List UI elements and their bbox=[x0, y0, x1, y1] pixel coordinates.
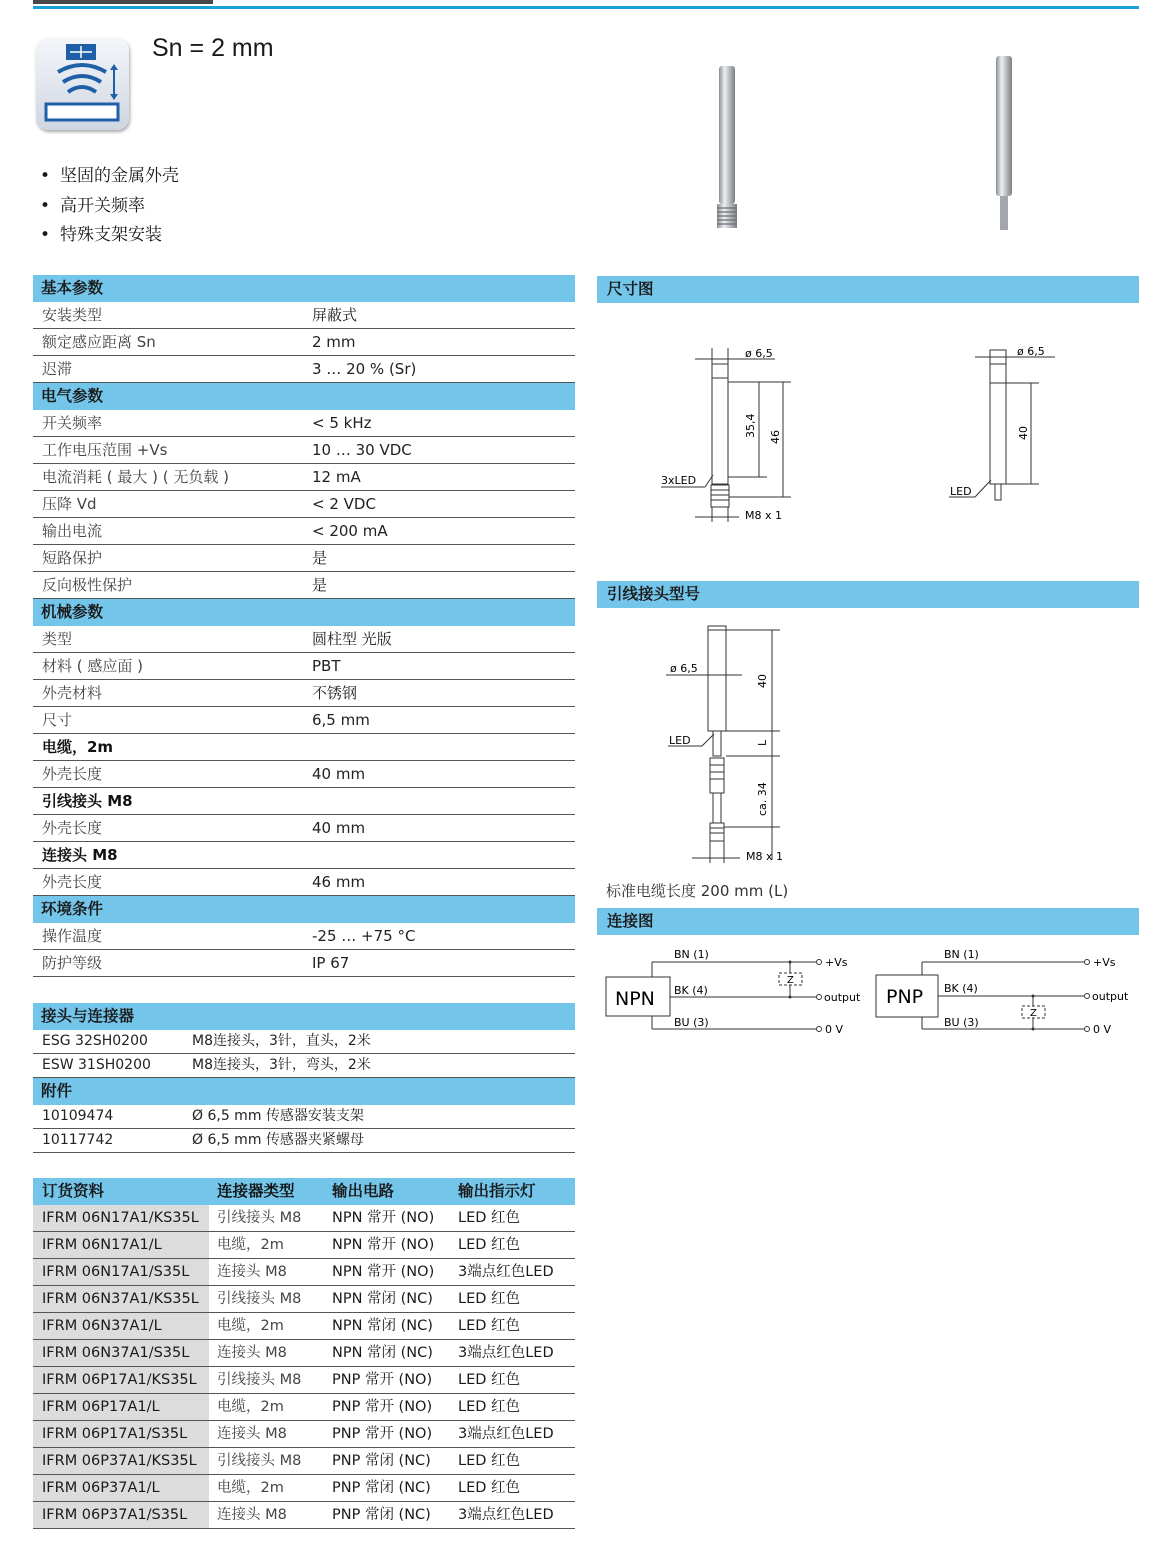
order-cell: LED 红色 bbox=[458, 1291, 521, 1307]
dim-diameter-label: ø 6,5 bbox=[745, 347, 773, 360]
order-cell: IFRM 06N17A1/L bbox=[33, 1232, 209, 1258]
order-row bbox=[33, 1313, 575, 1340]
order-table bbox=[33, 1178, 575, 1529]
wire-bu-label: BU (3) bbox=[944, 1016, 979, 1029]
order-header: 订货资料 连接器类型 输出电路 输出指示灯 bbox=[33, 1178, 575, 1205]
section-accessories: 附件 bbox=[33, 1078, 575, 1105]
feature-item: • 特殊支架安装 bbox=[40, 221, 179, 251]
order-row bbox=[33, 1232, 575, 1259]
section-wiring: 连接图 bbox=[597, 908, 1139, 935]
section-environment: 环境条件 bbox=[33, 896, 575, 923]
order-cell: 3端点红色LED bbox=[458, 1507, 554, 1523]
order-cell: NPN 常开 (NO) bbox=[332, 1264, 435, 1280]
table-row: 压降 Vd < 2 VDC bbox=[33, 491, 575, 518]
order-cell: NPN 常闭 (NC) bbox=[332, 1345, 433, 1361]
order-cell: IFRM 06N37A1/KS35L bbox=[33, 1286, 209, 1312]
order-cell: IFRM 06N37A1/L bbox=[33, 1313, 209, 1339]
dim-ca-label: ca. 34 bbox=[756, 782, 769, 816]
pigtail-drawing bbox=[662, 620, 802, 874]
order-cell: LED 红色 bbox=[458, 1372, 521, 1388]
order-row bbox=[33, 1421, 575, 1448]
order-cell: PNP 常闭 (NC) bbox=[332, 1453, 431, 1469]
order-row bbox=[33, 1205, 575, 1232]
section-mechanical: 机械参数 bbox=[33, 599, 575, 626]
wire-bu-label: BU (3) bbox=[674, 1016, 709, 1029]
table-row: 尺寸 6,5 mm bbox=[33, 707, 575, 734]
order-row bbox=[33, 1394, 575, 1421]
table-row: 防护等级 IP 67 bbox=[33, 950, 575, 977]
table-row: 迟滞 3 … 20 % (Sr) bbox=[33, 356, 575, 383]
table-row: 外壳材料 不锈钢 bbox=[33, 680, 575, 707]
wire-bk-label: BK (4) bbox=[944, 982, 978, 995]
order-cell: IFRM 06P37A1/KS35L bbox=[33, 1448, 209, 1474]
order-cell: 引线接头 M8 bbox=[217, 1372, 302, 1388]
table-row: 工作电压范围 +Vs 10 … 30 VDC bbox=[33, 437, 575, 464]
order-cell: PNP 常闭 (NC) bbox=[332, 1480, 431, 1496]
order-cell: 连接头 M8 bbox=[217, 1426, 287, 1442]
order-cell: NPN 常开 (NO) bbox=[332, 1210, 435, 1226]
table-row: ESG 32SH0200 M8连接头，3针，直头，2米 bbox=[33, 1030, 575, 1054]
order-cell: IFRM 06P17A1/L bbox=[33, 1394, 209, 1420]
table-row: 外壳长度 46 mm bbox=[33, 869, 575, 896]
subsection-pigtail: 引线接头 M8 bbox=[33, 788, 575, 815]
order-cell: IFRM 06N37A1/S35L bbox=[33, 1340, 209, 1366]
feature-item: • 高开关频率 bbox=[40, 192, 179, 222]
npn-wiring-diagram bbox=[604, 945, 874, 1044]
table-row: 材料 ( 感应面 ) PBT bbox=[33, 653, 575, 680]
order-cell: NPN 常开 (NO) bbox=[332, 1237, 435, 1253]
order-cell: PNP 常开 (NO) bbox=[332, 1426, 433, 1442]
feature-list bbox=[40, 162, 179, 251]
order-cell: 电缆，2m bbox=[217, 1237, 284, 1253]
order-cell: PNP 常开 (NO) bbox=[332, 1399, 433, 1415]
table-row: 10109474 Ø 6,5 mm 传感器安装支架 bbox=[33, 1105, 575, 1129]
section-basic: 基本参数 bbox=[33, 275, 575, 302]
subsection-connector: 连接头 M8 bbox=[33, 842, 575, 869]
table-row: ESW 31SH0200 M8连接头，3针，弯头，2米 bbox=[33, 1054, 575, 1078]
dim-length-a-label: 35,4 bbox=[744, 413, 757, 438]
dimension-drawing-cable bbox=[945, 340, 1065, 514]
pnp-label: PNP bbox=[886, 986, 924, 1008]
inductive-sensor-icon bbox=[36, 38, 129, 130]
order-row bbox=[33, 1259, 575, 1286]
dim-length-b-label: 46 bbox=[769, 430, 782, 444]
dim-length-label: 40 bbox=[756, 674, 769, 688]
order-cell: LED 红色 bbox=[458, 1318, 521, 1334]
order-cell: 连接头 M8 bbox=[217, 1345, 287, 1361]
wire-bk-label: BK (4) bbox=[674, 984, 708, 997]
wire-bn-label: BN (1) bbox=[944, 948, 979, 961]
cable-length-note: 标准电缆长度 200 mm (L) bbox=[606, 882, 789, 900]
table-row: 安装类型 屏蔽式 bbox=[33, 302, 575, 329]
dim-diameter-label: ø 6,5 bbox=[1017, 345, 1045, 358]
table-row: 开关频率 < 5 kHz bbox=[33, 410, 575, 437]
order-cell: 引线接头 M8 bbox=[217, 1453, 302, 1469]
table-row: 额定感应距离 Sn 2 mm bbox=[33, 329, 575, 356]
order-row bbox=[33, 1286, 575, 1313]
output-label: output bbox=[824, 991, 861, 1004]
npn-label: NPN bbox=[615, 988, 655, 1010]
dim-led-label: 3xLED bbox=[661, 474, 697, 487]
pnp-wiring-diagram bbox=[874, 945, 1144, 1044]
order-cell: PNP 常闭 (NC) bbox=[332, 1507, 431, 1523]
supply-label: +Vs bbox=[1093, 956, 1116, 969]
load-label: Z bbox=[787, 975, 794, 986]
order-cell: LED 红色 bbox=[458, 1480, 521, 1496]
order-cell: IFRM 06N17A1/KS35L bbox=[33, 1205, 209, 1231]
section-pigtail: 引线接头型号 bbox=[597, 581, 1139, 608]
order-cell: 引线接头 M8 bbox=[217, 1210, 302, 1226]
wire-bn-label: BN (1) bbox=[674, 948, 709, 961]
dim-led-label: LED bbox=[669, 734, 691, 747]
product-photo-connector bbox=[712, 66, 742, 236]
order-cell: NPN 常闭 (NC) bbox=[332, 1318, 433, 1334]
dim-thread-label: M8 x 1 bbox=[745, 509, 782, 522]
order-cell: LED 红色 bbox=[458, 1399, 521, 1415]
table-row: 短路保护 是 bbox=[33, 545, 575, 572]
order-cell: 连接头 M8 bbox=[217, 1507, 287, 1523]
dim-thread-label: M8 x 1 bbox=[746, 850, 783, 863]
section-electrical: 电气参数 bbox=[33, 383, 575, 410]
order-cell: 3端点红色LED bbox=[458, 1426, 554, 1442]
table-row: 外壳长度 40 mm bbox=[33, 761, 575, 788]
order-row bbox=[33, 1502, 575, 1529]
order-cell: 连接头 M8 bbox=[217, 1264, 287, 1280]
table-row: 10117742 Ø 6,5 mm 传感器夹紧螺母 bbox=[33, 1129, 575, 1153]
ground-label: 0 V bbox=[1093, 1023, 1112, 1036]
load-label: Z bbox=[1030, 1008, 1037, 1019]
connectors-table bbox=[33, 1003, 575, 1153]
dim-l-label: L bbox=[756, 739, 769, 746]
order-cell: LED 红色 bbox=[458, 1237, 521, 1253]
subsection-cable: 电缆，2m bbox=[33, 734, 575, 761]
order-cell: 3端点红色LED bbox=[458, 1345, 554, 1361]
product-photo-cable bbox=[990, 56, 1020, 236]
order-cell: LED 红色 bbox=[458, 1210, 521, 1226]
top-bar-stub bbox=[33, 0, 213, 4]
order-cell: 引线接头 M8 bbox=[217, 1291, 302, 1307]
table-row: 输出电流 < 200 mA bbox=[33, 518, 575, 545]
ground-label: 0 V bbox=[825, 1023, 844, 1036]
order-cell: 电缆，2m bbox=[217, 1318, 284, 1334]
order-cell: LED 红色 bbox=[458, 1453, 521, 1469]
table-row: 反向极性保护 是 bbox=[33, 572, 575, 599]
order-cell: IFRM 06P17A1/KS35L bbox=[33, 1367, 209, 1393]
output-label: output bbox=[1092, 990, 1129, 1003]
top-rule bbox=[33, 6, 1139, 9]
order-row bbox=[33, 1475, 575, 1502]
feature-item: • 坚固的金属外壳 bbox=[40, 162, 179, 192]
table-row: 外壳长度 40 mm bbox=[33, 815, 575, 842]
dim-diameter-label: ø 6,5 bbox=[670, 662, 698, 675]
dim-led-label: LED bbox=[950, 485, 972, 498]
order-row bbox=[33, 1448, 575, 1475]
order-cell: NPN 常闭 (NC) bbox=[332, 1291, 433, 1307]
table-row: 操作温度 -25 … +75 °C bbox=[33, 923, 575, 950]
dim-length-label: 40 bbox=[1017, 426, 1030, 440]
order-cell: 3端点红色LED bbox=[458, 1264, 554, 1280]
order-cell: 电缆，2m bbox=[217, 1480, 284, 1496]
order-cell: 电缆，2m bbox=[217, 1399, 284, 1415]
table-row: 类型 圆柱型 光版 bbox=[33, 626, 575, 653]
supply-label: +Vs bbox=[825, 956, 848, 969]
section-dimension: 尺寸图 bbox=[597, 276, 1139, 303]
order-cell: PNP 常开 (NO) bbox=[332, 1372, 433, 1388]
order-cell: IFRM 06P37A1/S35L bbox=[33, 1502, 209, 1528]
order-cell: IFRM 06N17A1/S35L bbox=[33, 1259, 209, 1285]
section-connectors: 接头与连接器 bbox=[33, 1003, 575, 1030]
order-cell: IFRM 06P37A1/L bbox=[33, 1475, 209, 1501]
table-row: 电流消耗 ( 最大 ) ( 无负载 ) 12 mA bbox=[33, 464, 575, 491]
order-row bbox=[33, 1367, 575, 1394]
spec-table bbox=[33, 275, 575, 977]
order-cell: IFRM 06P17A1/S35L bbox=[33, 1421, 209, 1447]
sensing-distance-title: Sn = 2 mm bbox=[152, 34, 274, 62]
dimension-drawing-connector bbox=[655, 340, 815, 534]
order-row bbox=[33, 1340, 575, 1367]
